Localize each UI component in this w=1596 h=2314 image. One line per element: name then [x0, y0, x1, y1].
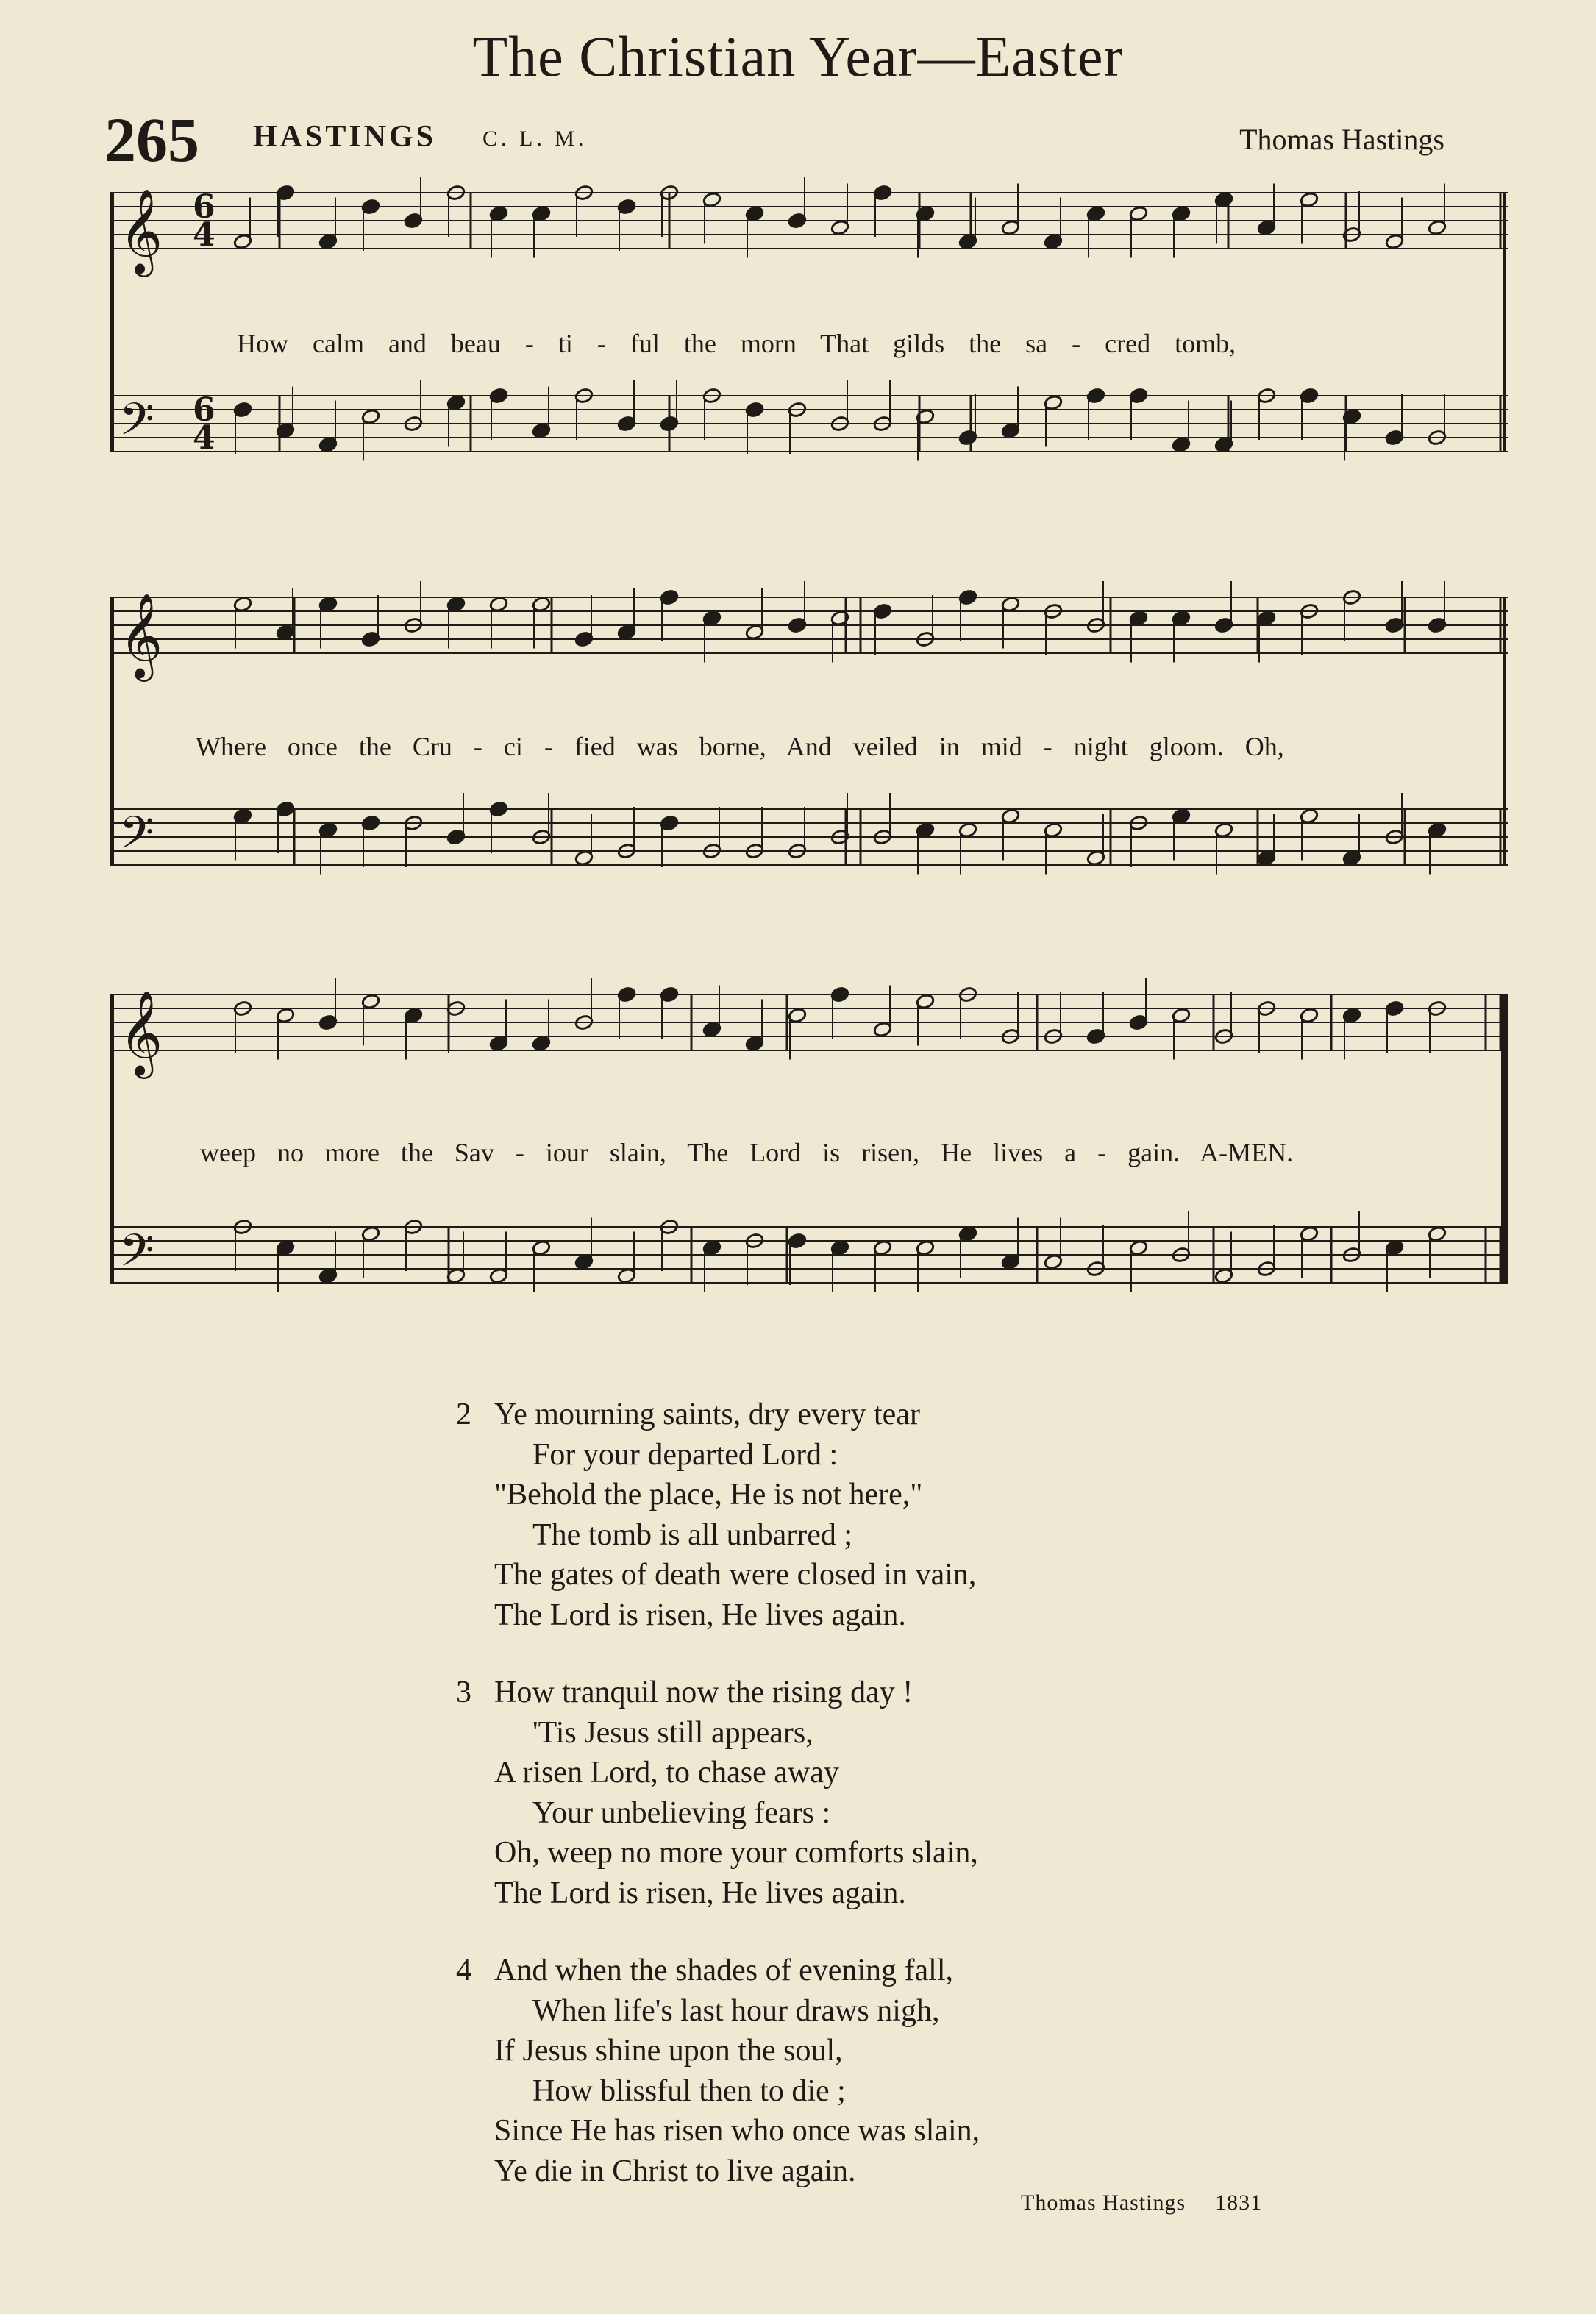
verse-line: And when the shades of evening fall,	[494, 1954, 953, 1987]
verse-line: The gates of death were closed in vain,	[494, 1558, 977, 1592]
verse-line: Oh, weep no more your comforts slain,	[494, 1836, 978, 1870]
meter: C. L. M.	[482, 127, 588, 151]
verse-line: Ye die in Christ to live again.	[494, 2154, 856, 2188]
verse-line: 'Tis Jesus still appears,	[532, 1715, 813, 1750]
treble-clef-icon: 𝄞	[119, 989, 163, 1075]
verse-line: Since He has risen who once was slain,	[494, 2114, 980, 2148]
verse-line: The Lord is risen, He lives again.	[494, 1876, 906, 1910]
time-signature-digit: 4	[193, 419, 215, 457]
verse-line: The tomb is all unbarred ;	[532, 1517, 853, 1552]
verse-line: If Jesus shine upon the soul,	[494, 2034, 843, 2068]
text-year: 1831	[1215, 2190, 1263, 2215]
verse-line: For your departed Lord :	[532, 1437, 838, 1472]
verse-line: When life's last hour draws nigh,	[532, 1993, 940, 2028]
time-signature-digit: 6	[193, 391, 215, 429]
verse-line: The Lord is risen, He lives again.	[494, 1598, 906, 1632]
verse-line: Your unbelieving fears :	[532, 1795, 831, 1830]
hymn-number: 265	[104, 104, 199, 175]
tune-name: HASTINGS	[253, 120, 437, 154]
verse-3	[456, 1673, 1412, 1913]
lyric-line-3: weep no more the Sav - iour slain, The Lord is risen, He lives a - gain. A-MEN.	[200, 1138, 1294, 1167]
time-signature-digit: 6	[193, 188, 215, 226]
lyric-line-1: How calm and beau - ti - ful the morn That gilds the sa - cred tomb,	[237, 329, 1236, 358]
verse-number: 2	[456, 1398, 471, 1431]
text-author: Thomas Hastings	[1021, 2190, 1186, 2215]
verse-line: A risen Lord, to chase away	[494, 1756, 839, 1790]
verse-line: Ye mourning saints, dry every tear	[494, 1398, 920, 1431]
verse-line: "Behold the place, He is not here,"	[494, 1478, 923, 1512]
verse-2	[456, 1395, 1412, 1635]
bass-clef-icon: 𝄢	[119, 1225, 154, 1288]
treble-clef-icon: 𝄞	[119, 188, 163, 274]
verse-4	[456, 1951, 1412, 2191]
lyric-line-2: Where once the Cru - ci - fied was borne, And veiled in mid - night gloom. Oh,	[196, 732, 1284, 761]
page-title: The Christian Year—Easter	[472, 24, 1124, 88]
composer: Thomas Hastings	[1239, 123, 1444, 156]
verse-number: 3	[456, 1676, 471, 1709]
bass-clef-icon: 𝄢	[119, 807, 154, 870]
verse-number: 4	[456, 1954, 471, 1987]
verse-line: How blissful then to die ;	[532, 2073, 846, 2108]
text-attribution	[1021, 2190, 1262, 2215]
time-signature-digit: 4	[193, 216, 215, 254]
treble-clef-icon: 𝄞	[119, 592, 163, 678]
verse-line: How tranquil now the rising day !	[494, 1676, 913, 1709]
bass-clef-icon: 𝄢	[119, 394, 154, 457]
